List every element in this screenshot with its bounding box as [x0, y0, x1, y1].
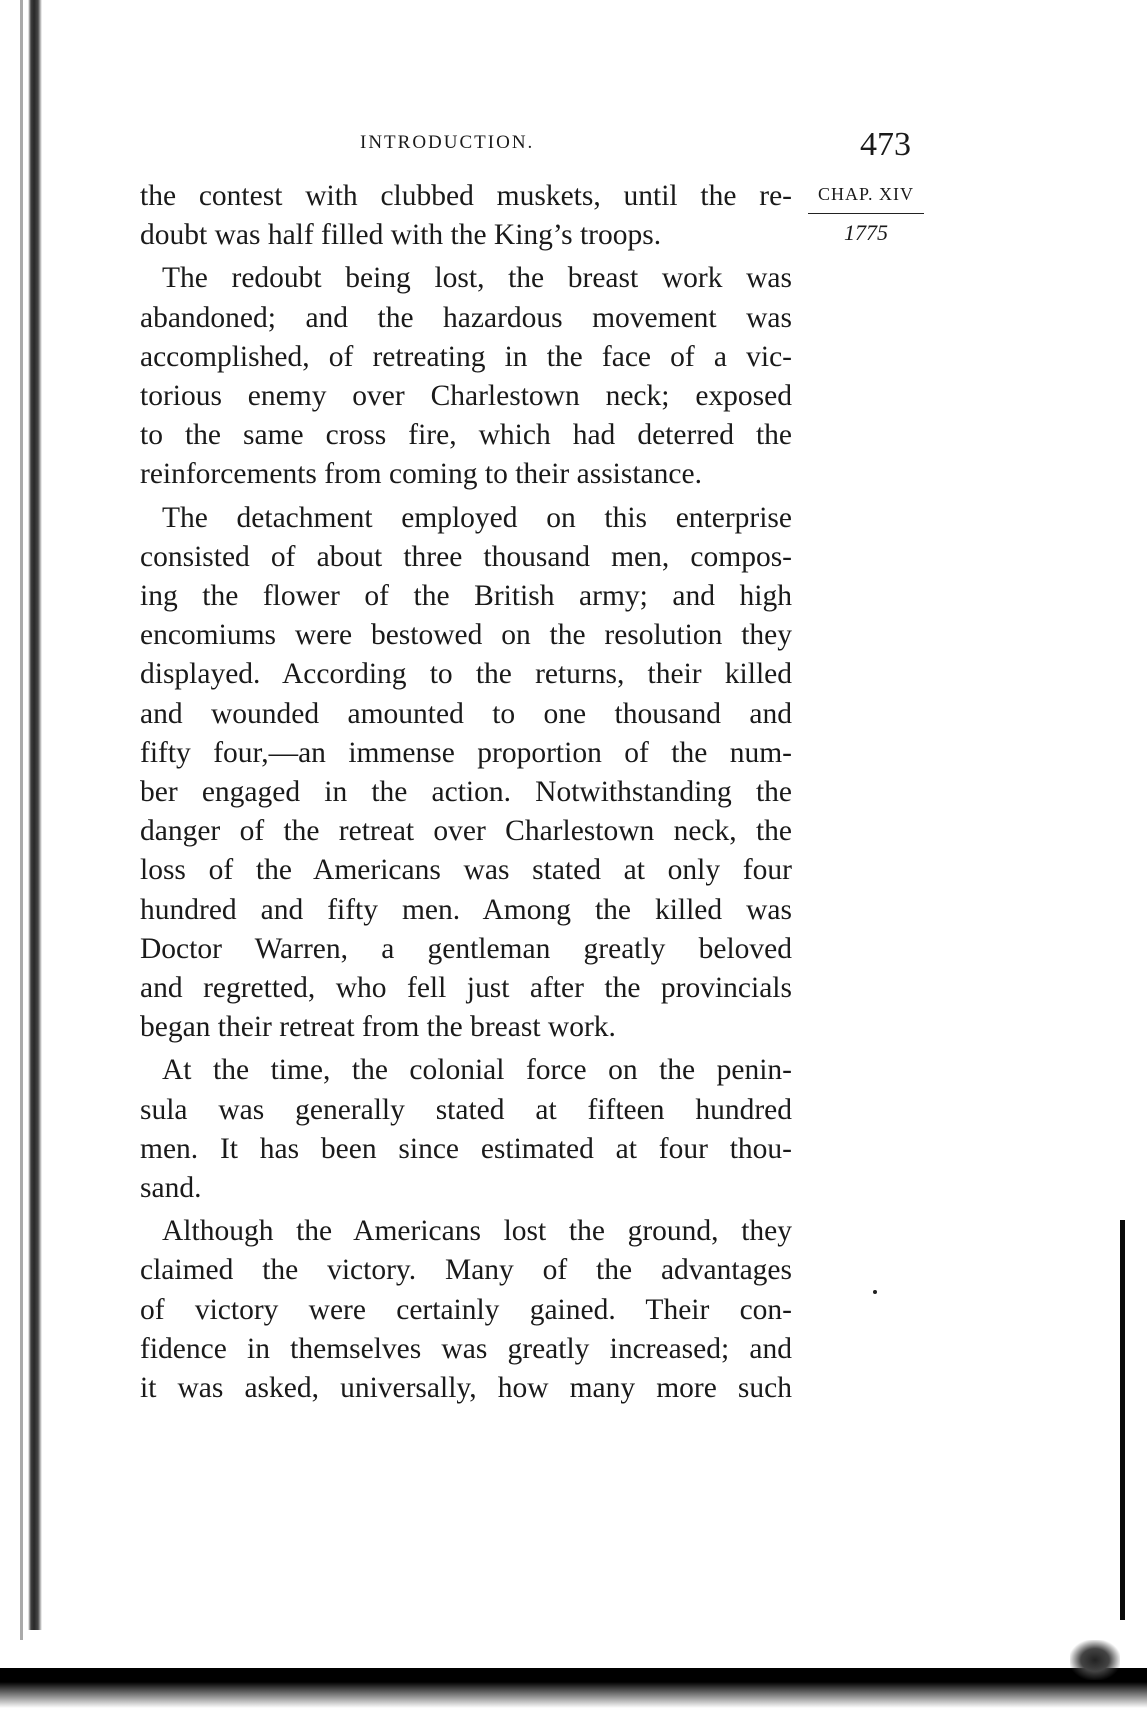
page-number: 473: [860, 126, 911, 163]
text-line: The redoubt being lost, the breast work was: [162, 262, 792, 295]
running-head: INTRODUCTION.: [360, 132, 535, 153]
text-line: encomiums were bestowed on the resolution they: [140, 619, 792, 652]
text-line: displayed. According to the returns, their killed: [140, 658, 792, 691]
margin-chapter: CHAP. XIV: [808, 184, 924, 214]
text-line: sula was generally stated at fifteen hundred: [140, 1093, 792, 1126]
text-line: and regretted, who fell just after the provincials: [140, 972, 792, 1005]
text-line: torious enemy over Charlestown neck; exposed: [140, 380, 792, 413]
binding-edge: [28, 0, 42, 1630]
margin-note: [808, 184, 924, 246]
text-line: and wounded amounted to one thousand and: [140, 697, 792, 730]
text-line: doubt was half filled with the King’s troops.: [140, 219, 662, 252]
text-line: consisted of about three thousand men, compos-: [140, 540, 792, 573]
text-line: The detachment employed on this enterprise: [162, 501, 792, 534]
text-line: Although the Americans lost the ground, they: [162, 1215, 792, 1248]
binding-shadow: [20, 0, 23, 1640]
scan-bottom-edge: [0, 1668, 1147, 1718]
text-line: to the same cross fire, which had deterred the: [140, 419, 792, 452]
text-line: claimed the victory. Many of the advantages: [140, 1254, 792, 1287]
text-line: fidence in themselves was greatly increased; and: [140, 1332, 792, 1365]
text-line: ber engaged in the action. Notwithstanding the: [140, 776, 792, 809]
text-line: hundred and fifty men. Among the killed was: [140, 893, 792, 926]
text-line: the contest with clubbed muskets, until the re-: [140, 180, 792, 212]
scan-speck: [873, 1290, 877, 1294]
margin-year: 1775: [844, 220, 888, 245]
text-line: sand.: [140, 1172, 202, 1205]
text-line: men. It has been since estimated at four thou-: [140, 1132, 792, 1165]
text-line: abandoned; and the hazardous movement was: [140, 301, 792, 334]
text-line: began their retreat from the breast work.: [140, 1011, 616, 1044]
text-line: accomplished, of retreating in the face of a vic-: [140, 340, 792, 373]
text-line: fifty four,—an immense proportion of the num-: [140, 736, 792, 769]
paragraph: [140, 1051, 792, 1208]
text-line: Doctor Warren, a gentleman greatly beloved: [140, 932, 792, 965]
body-text: [140, 177, 792, 1408]
paragraph: [140, 499, 792, 1048]
paragraph: [140, 177, 792, 255]
paragraph: [140, 259, 792, 494]
scan-smudge: [1070, 1640, 1120, 1680]
scan-right-edge-mark: [1120, 1220, 1125, 1620]
text-line: danger of the retreat over Charlestown neck, the: [140, 815, 792, 848]
text-line: ing the flower of the British army; and high: [140, 580, 792, 613]
text-line: At the time, the colonial force on the penin-: [162, 1054, 792, 1087]
text-line: it was asked, universally, how many more such: [140, 1372, 792, 1405]
text-line: reinforcements from coming to their assistance.: [140, 458, 702, 491]
text-line: loss of the Americans was stated at only four: [140, 854, 792, 887]
paragraph: [140, 1212, 792, 1408]
text-line: of victory were certainly gained. Their con-: [140, 1293, 792, 1326]
